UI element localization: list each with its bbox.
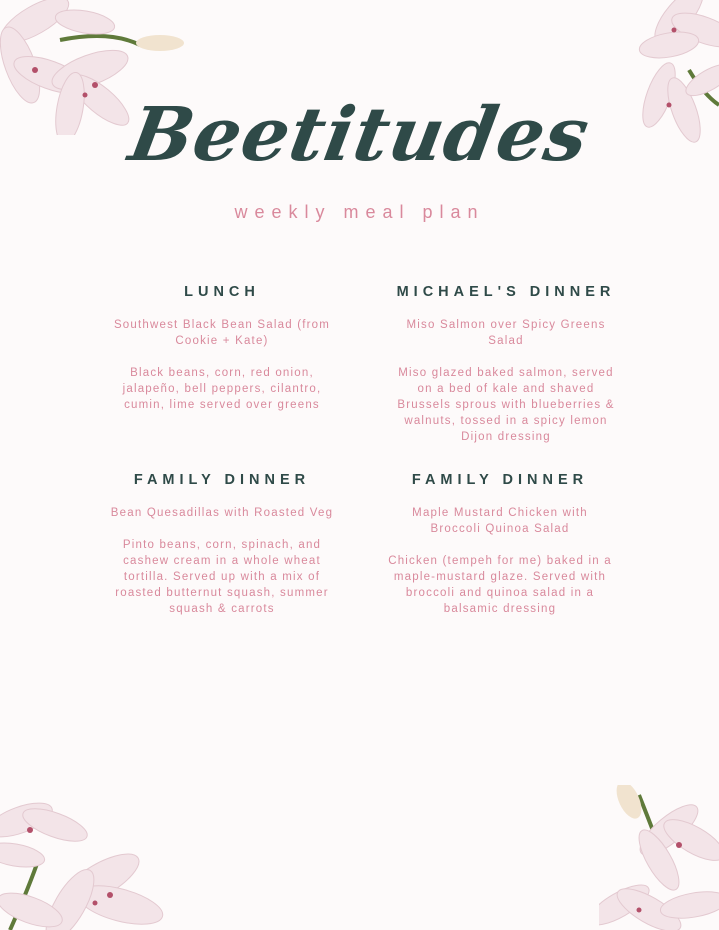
- dish-name: Southwest Black Bean Salad (from Cookie + Kate): [113, 319, 331, 347]
- page-subtitle: weekly meal plan: [234, 202, 485, 222]
- lily-flowers-bottom-left: [0, 795, 170, 930]
- section-heading: MICHAEL'S DINNER: [396, 284, 616, 300]
- dish-name: Bean Quesadillas with Roasted Veg: [110, 507, 334, 519]
- dish-description: Pinto beans, corn, spinach, and cashew cream in a whole wheat tortilla. Served up with a mix of roasted butternut squash, summer squash & carrots: [115, 539, 329, 615]
- dish-name: Miso Salmon over Spicy Greens Salad: [406, 319, 606, 347]
- section-heading: FAMILY DINNER: [133, 472, 311, 488]
- section-heading: LUNCH: [184, 284, 260, 300]
- meal-section-family-dinner-2: [378, 472, 622, 617]
- lily-flowers-bottom-right: [599, 785, 719, 930]
- meal-section-lunch: [102, 284, 342, 413]
- meal-section-family-dinner-1: [102, 472, 342, 617]
- dish-name: Maple Mustard Chicken with Broccoli Quinoa Salad: [412, 507, 588, 535]
- dish-description: Black beans, corn, red onion, jalapeño, bell peppers, cilantro, cumin, lime served over greens: [122, 367, 322, 411]
- section-heading: FAMILY DINNER: [411, 472, 589, 488]
- meal-section-michaels-dinner: [372, 284, 640, 445]
- dish-description: Miso glazed baked salmon, served on a bed of kale and shaved Brussels sprous with blueberries & walnuts, tossed in a spicy lemon Dijon dressing: [397, 367, 615, 443]
- page-title: Beetitudes: [123, 92, 596, 178]
- dish-description: Chicken (tempeh for me) baked in a maple-mustard glaze. Served with broccoli and quinoa salad in a balsamic dressing: [388, 555, 612, 615]
